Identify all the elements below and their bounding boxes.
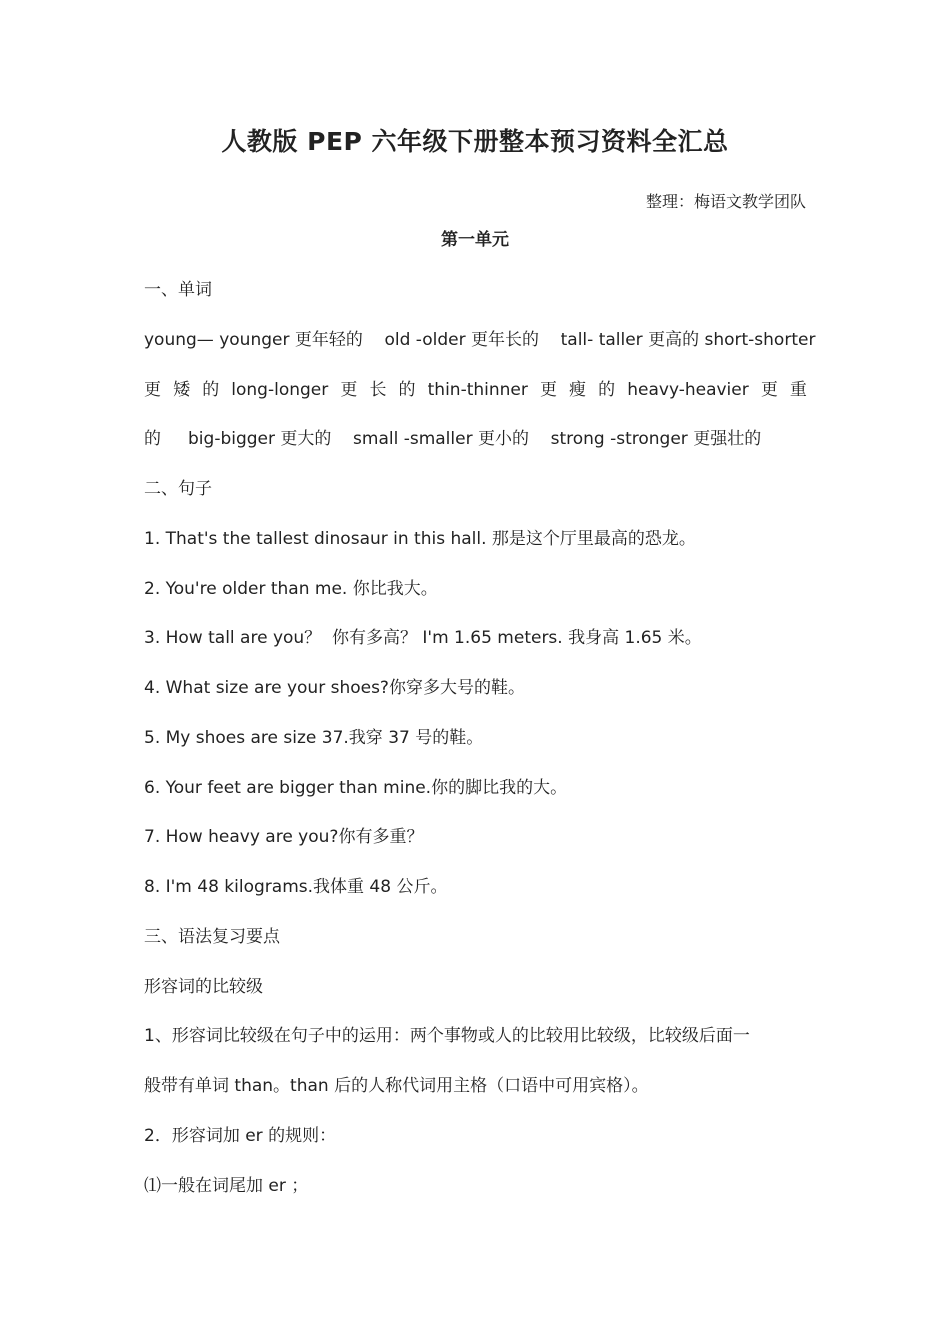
- sentence-item: 7. How heavy are you?你有多重？: [144, 827, 424, 847]
- words-line-1: young— younger 更年轻的 old -older 更年长的 tall- taller 更高的 short-shorter: [144, 330, 816, 350]
- words-heading: 一、单词: [144, 280, 212, 300]
- word-token: thin-thinner: [427, 380, 528, 400]
- sentence-item: 3. How tall are you？ 你有多高？ I'm 1.65 meters. 我身高 1.65 米。: [144, 628, 702, 648]
- word-token: 更: [760, 380, 778, 400]
- author-credit: 整理：梅语文教学团队: [645, 192, 806, 211]
- sentence-item: 5. My shoes are size 37.我穿 37 号的鞋。: [144, 728, 484, 748]
- word-token: 的: [202, 380, 220, 400]
- sentence-item: 8. I'm 48 kilograms.我体重 48 公斤。: [144, 877, 448, 897]
- word-token: long-longer: [231, 380, 329, 400]
- sentence-item: 2. You're older than me. 你比我大。: [144, 579, 438, 599]
- word-token: 更: [144, 380, 161, 400]
- word-token: 更: [340, 380, 358, 400]
- grammar-rule-2: 2．形容词加 er 的规则：: [144, 1126, 337, 1146]
- word-token: 重: [789, 380, 807, 400]
- word-token: 长: [369, 380, 387, 400]
- grammar-rule-1-line-2: 般带有单词 than。than 后的人称代词用主格（口语中可用宾格）。: [144, 1076, 649, 1096]
- grammar-rule-2-item-1: ⑴一般在词尾加 er ；: [144, 1176, 309, 1196]
- words-line-3: 的 big-bigger 更大的 small -smaller 更小的 strong -stronger 更强壮的: [144, 429, 762, 449]
- sentences-heading: 二、句子: [144, 479, 212, 499]
- sentence-item: 4. What size are your shoes?你穿多大号的鞋。: [144, 678, 525, 698]
- word-token: heavy-heavier: [627, 380, 749, 400]
- sentence-item: 1. That's the tallest dinosaur in this hall. 那是这个厅里最高的恐龙。: [144, 529, 696, 549]
- grammar-heading: 三、语法复习要点: [144, 927, 280, 947]
- unit-title: 第一单元: [441, 230, 509, 250]
- word-token: 瘦: [569, 380, 587, 400]
- word-token: 矮: [173, 380, 191, 400]
- word-token: 的: [598, 380, 616, 400]
- grammar-rule-1-line-1: 1、形容词比较级在句子中的运用：两个事物或人的比较用比较级，比较级后面一: [144, 1026, 750, 1046]
- word-token: 更: [539, 380, 557, 400]
- grammar-subheading: 形容词的比较级: [144, 977, 263, 997]
- words-line-2: [144, 377, 807, 403]
- document-title: 人教版 PEP 六年级下册整本预习资料全汇总: [221, 127, 729, 156]
- word-token: 的: [398, 380, 416, 400]
- sentence-item: 6. Your feet are bigger than mine.你的脚比我的大。: [144, 778, 568, 798]
